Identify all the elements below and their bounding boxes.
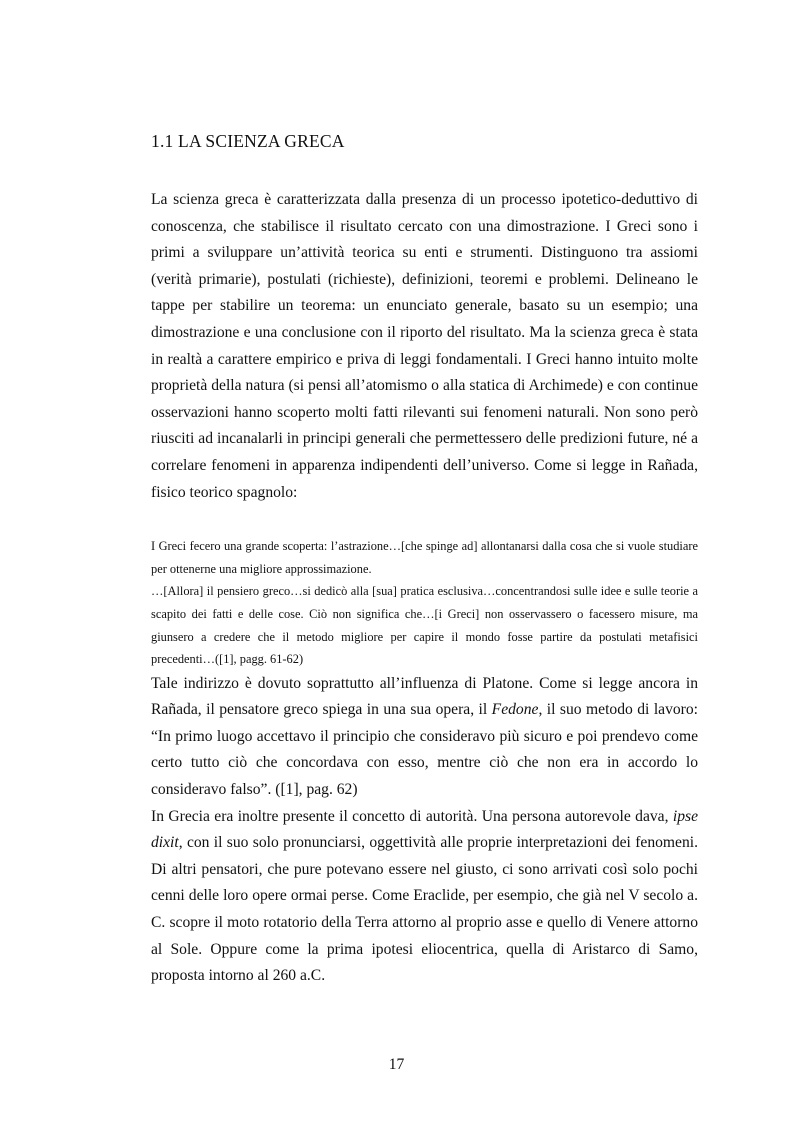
page-number: 17 <box>388 1056 405 1073</box>
body-text <box>151 187 698 990</box>
paragraph-autorita-text-2: , con il suo solo pronunciarsi, oggettività alle proprie interpretazioni dei fenomeni. Di altri pensatori, che pure potevano essere nel giusto, ci sono arrivati così solo pochi cenni delle loro opere ormai perse. Come Eraclide, per esempio, che già nel V secolo a. C. scopre il moto rotatorio della Terra attorno al proprio asse e quello di Venere attorno al Sole. Oppure come la prima ipotesi eliocentrica, quella di Aristarco di Samo, proposta intorno al 260 a.C. <box>151 834 698 985</box>
paragraph-platone-text-1: Tale indirizzo è dovuto soprattutto all’influenza di Platone. Come si legge ancora in Rañada, il pensatore greco spiega in una sua opera, il <box>151 674 698 719</box>
paragraph-autorita-text-1: In Grecia era inoltre presente il concetto di autorità. Una persona autorevole dava, <box>151 807 673 825</box>
quote-paragraph-2: …[Allora] il pensiero greco…si dedicò alla [sua] pratica esclusiva…concentrandosi sulle idee e sulle teorie a scapito dei fatti e delle cose. Ciò non significa che…[i Greci] non osservassero o facessero misure, ma giunsero a credere che il metodo migliore per capire il mondo fosse partire da postulati metafisici precedenti…([1], pagg. 61-62) <box>151 584 698 667</box>
paragraph-platone-text-2: , il suo metodo di lavoro: “In primo luogo accettavo il principio che consideravo più sicuro e poi prendevo come certo tutto ciò che concordava con esso, mentre ciò che non era in accordo lo consideravo falso”. ([1], pag. 62) <box>151 701 698 799</box>
italic-fedone: Fedone <box>491 701 539 719</box>
italic-ipse-dixit: ipse dixit <box>151 807 698 852</box>
quote-paragraph-1: I Greci fecero una grande scoperta: l’astrazione…[che spinge ad] allontanarsi dalla cosa che si vuole studiare per ottenerne una migliore approssimazione. <box>151 539 698 576</box>
paragraph-intro: La scienza greca è caratterizzata dalla presenza di un processo ipotetico-deduttivo di conoscenza, che stabilisce il risultato cercato con una dimostrazione. I Greci sono i primi a sviluppare un’attività teorica su enti e strumenti. Distinguono tra assiomi (verità primarie), postulati (richieste), definizioni, teoremi e problemi. Delineano le tappe per stabilire un teorema: un enunciato generale, basato su un esempio; una dimostrazione e una conclusione con il riporto del risultato. Ma la scienza greca è stata in realtà a carattere empirico e priva di leggi fondamentali. I Greci hanno intuito molte proprietà della natura (si pensi all’atomismo o alla statica di Archimede) e con continue osservazioni hanno scoperto molti fatti rilevanti sui fenomeni naturali. Non sono però riusciti ad incanalarli in principi generali che permettessero delle predizioni future, né a correlare fenomeni in apparenza indipendenti dell’universo. Come si legge in Rañada, fisico teorico spagnolo: <box>151 191 698 501</box>
paragraph-platone <box>151 671 698 804</box>
paragraph-autorita <box>151 804 698 990</box>
section-heading: 1.1 LA SCIENZA GRECA <box>151 131 345 151</box>
block-quote <box>151 535 698 671</box>
